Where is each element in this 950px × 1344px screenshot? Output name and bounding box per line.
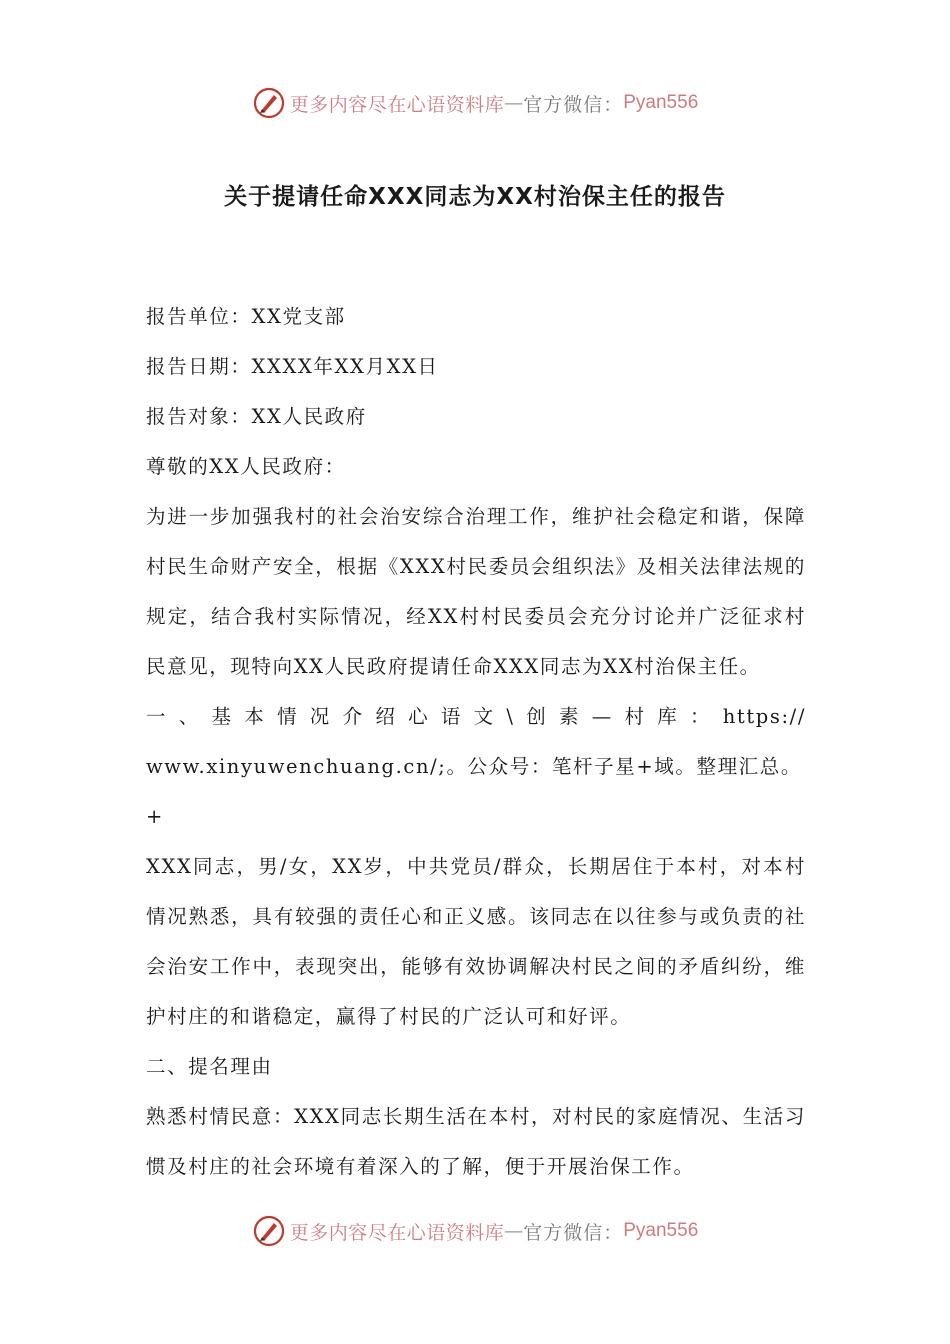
pen-logo-icon <box>252 86 286 120</box>
banner-dash: — <box>504 92 524 114</box>
intro-paragraph: 为进一步加强我村的社会治安综合治理工作，维护社会稳定和谐，保障村民生命财产安全，根据《XXX村民委员会组织法》及相关法律法规的规定，结合我村实际情况，经XX村村民委员会充分讨论并广泛征求村民意见，现特向XX人民政府提请任命XXX同志为XX村治保主任。 <box>146 505 806 678</box>
section1-heading: 一、基本情况介绍心语文\创素—村库：https:// <box>146 705 806 728</box>
banner-text: 更多内容尽在心语资料库 <box>289 1221 505 1244</box>
banner-wechat-label: 官方微信： <box>523 1221 624 1244</box>
banner-text: 更多内容尽在心语资料库 <box>289 93 505 116</box>
report-unit: 报告单位：XX党支部 <box>146 305 346 328</box>
header-banner <box>0 83 950 123</box>
document-body <box>146 292 806 1192</box>
banner-wechat-id: Pyan556 <box>623 92 699 113</box>
section1-watermark-line: www.xinyuwenchuang.cn/;。公众号：笔杆子星+域。整理汇总。+ <box>146 755 802 828</box>
banner-dash: — <box>504 1220 524 1242</box>
pen-logo-icon <box>252 1214 286 1248</box>
section2-heading: 二、提名理由 <box>146 1055 273 1078</box>
banner-wechat-label: 官方微信： <box>523 93 624 116</box>
report-target: 报告对象：XX人民政府 <box>146 405 367 428</box>
footer-banner <box>0 1211 950 1251</box>
section2-paragraph: 熟悉村情民意：XXX同志长期生活在本村，对村民的家庭情况、生活习惯及村庄的社会环境有着深入的了解，便于开展治保工作。 <box>146 1105 806 1178</box>
report-date: 报告日期：XXXX年XX月XX日 <box>146 355 439 378</box>
section1-paragraph: XXX同志，男/女，XX岁，中共党员/群众，长期居住于本村，对本村情况熟悉，具有较强的责任心和正义感。该同志在以往参与或负责的社会治安工作中，表现突出，能够有效协调解决村民之间的矛盾纠纷，维护村庄的和谐稳定，赢得了村民的广泛认可和好评。 <box>146 855 806 1028</box>
document-title: 关于提请任命XXX同志为XX村治保主任的报告 <box>224 184 726 210</box>
banner-wechat-id: Pyan556 <box>623 1220 699 1241</box>
salutation: 尊敬的XX人民政府： <box>146 455 346 478</box>
